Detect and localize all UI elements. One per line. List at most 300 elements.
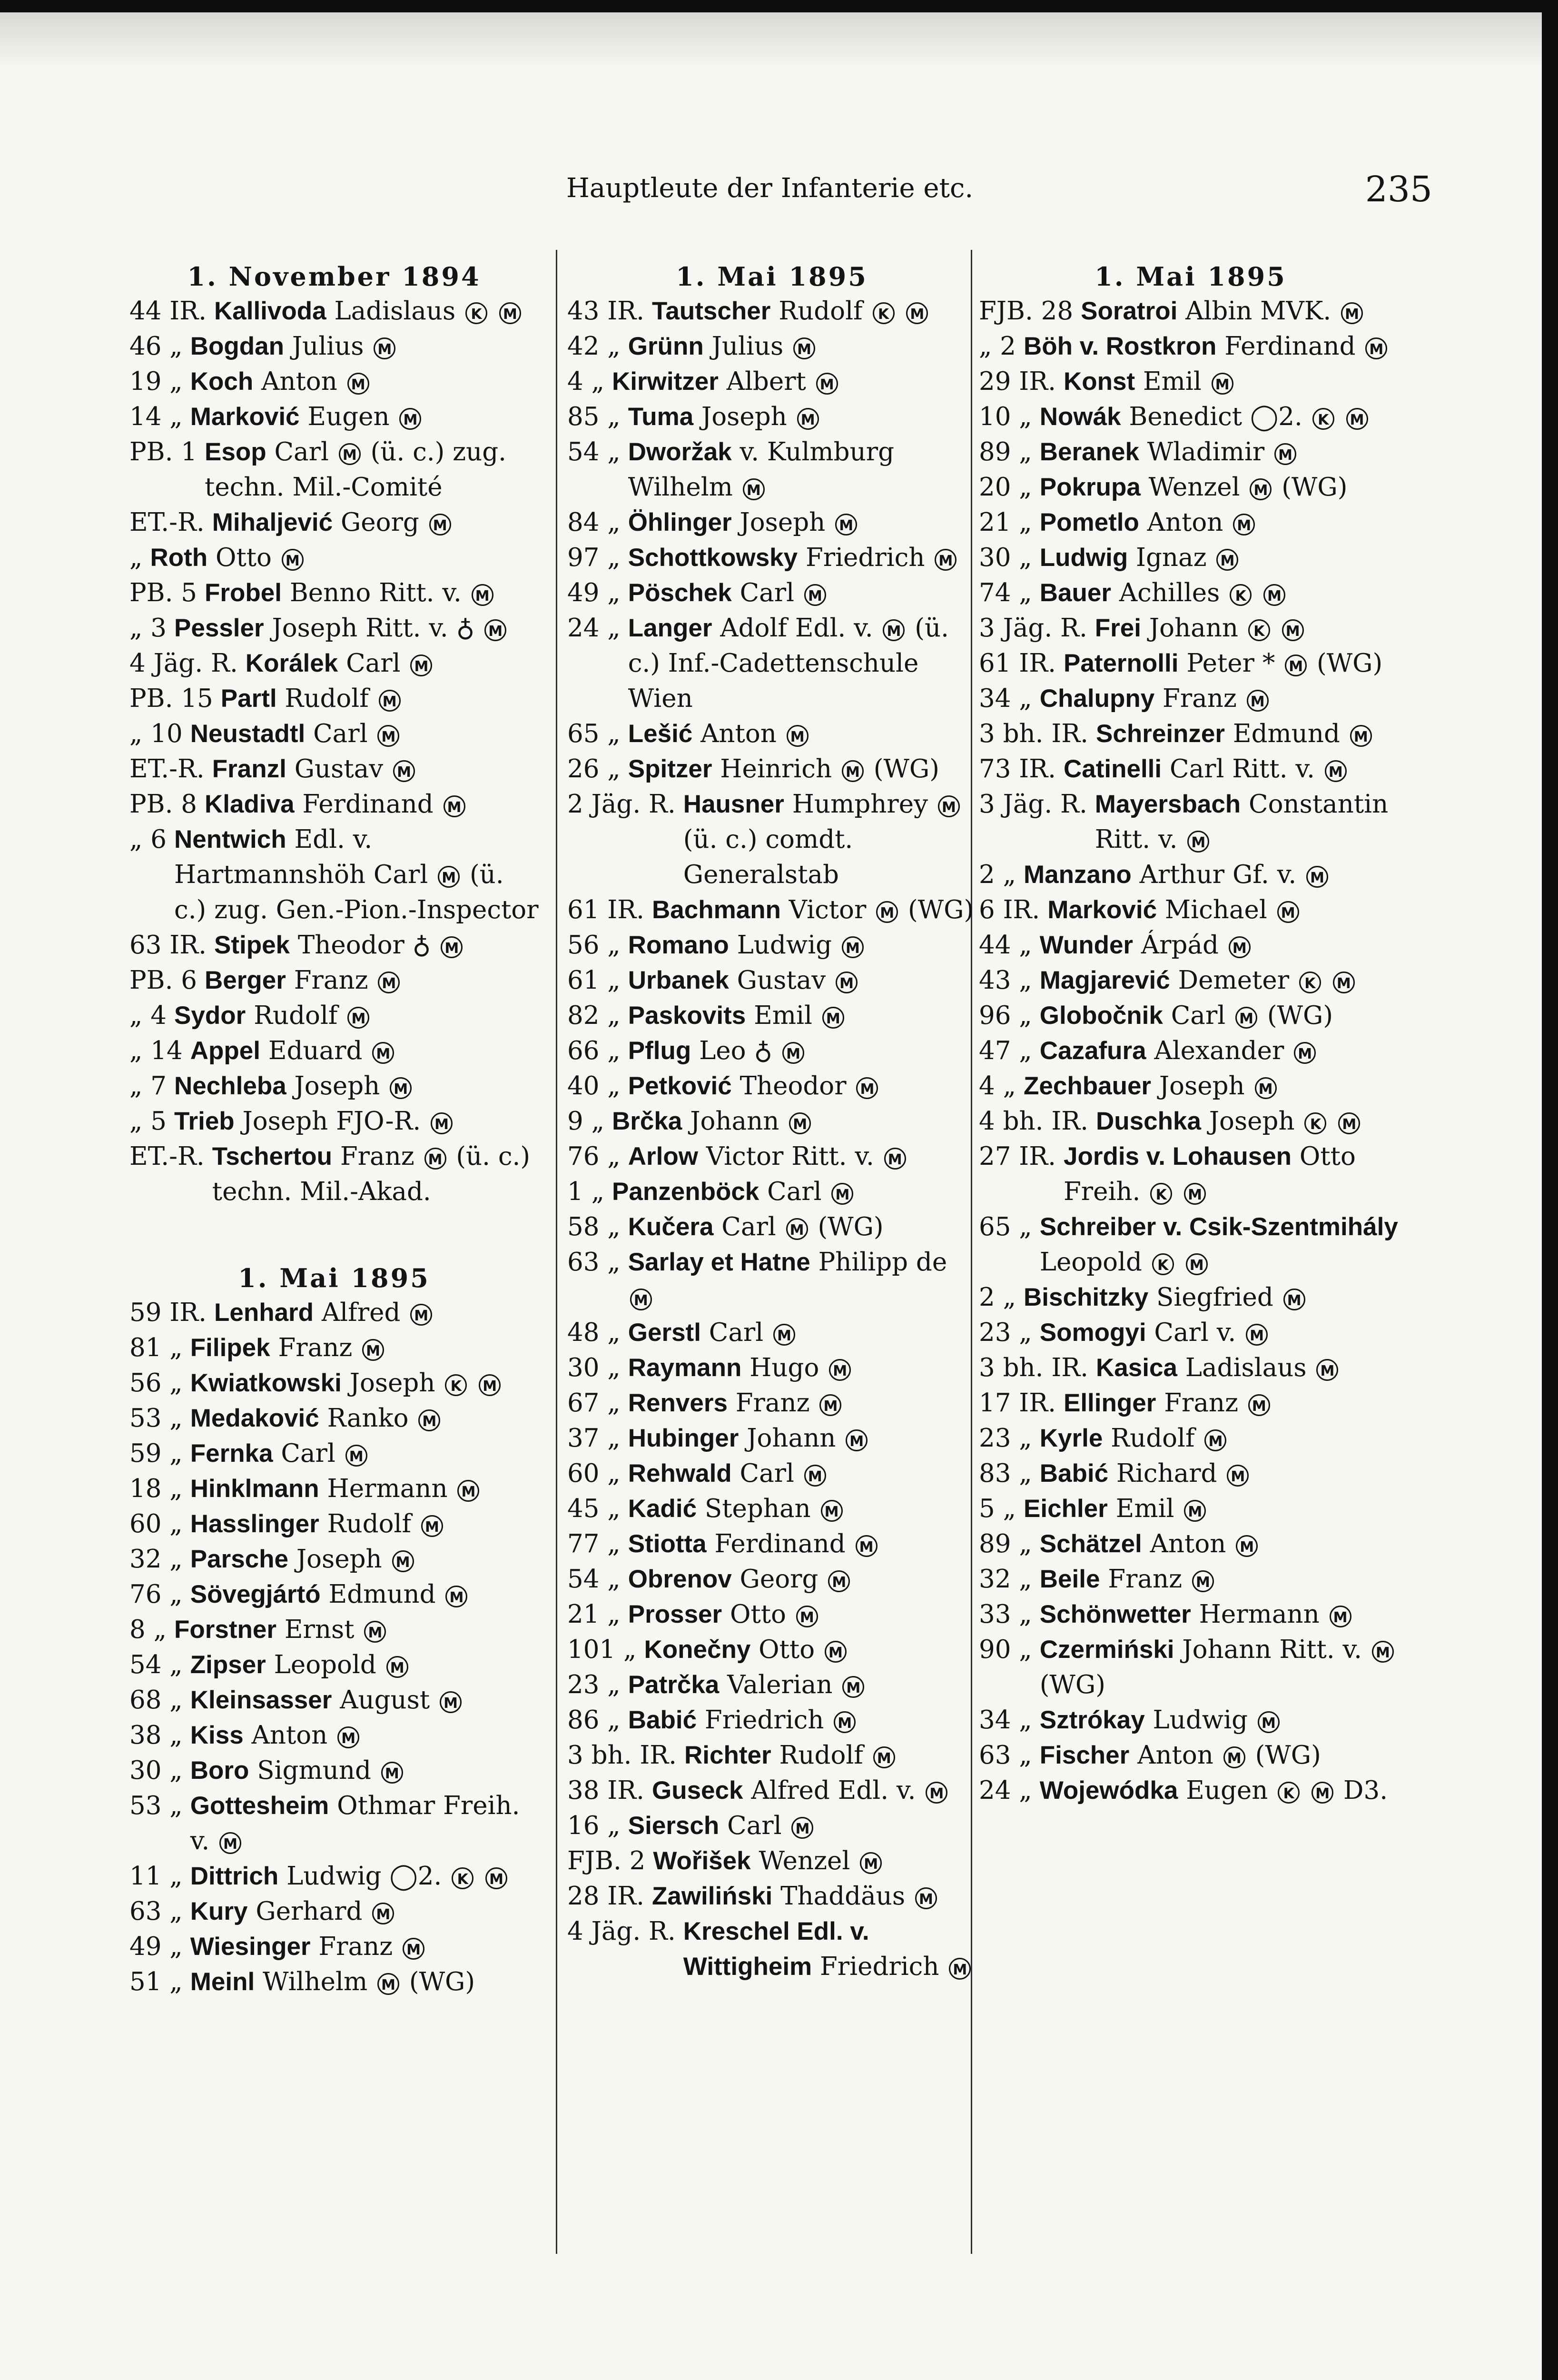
- officer-surname: Pokrupa: [1039, 473, 1141, 501]
- unit-label: 54 „: [129, 1650, 183, 1679]
- officer-surname: Stiotta: [628, 1530, 707, 1558]
- entry-text: Babić Friedrich M: [628, 1703, 976, 1738]
- entry-text: Fischer Anton M (WG): [1039, 1741, 1321, 1770]
- officer-surname: Fischer: [1039, 1741, 1130, 1769]
- officer-surname: Dworžak: [628, 438, 732, 466]
- unit-label: 56 „: [567, 931, 621, 960]
- roster-entry: [979, 1632, 1402, 1703]
- unit-label: 54 „: [567, 1565, 621, 1594]
- unit-label: 46 „: [129, 332, 183, 361]
- medal-m-icon: M: [1330, 1606, 1351, 1627]
- entry-text: Schätzel Anton M: [1040, 1527, 1402, 1562]
- roster-entry: [567, 787, 976, 892]
- entry-text: Petković Theodor M: [628, 1069, 976, 1104]
- roster-entry: [567, 1773, 976, 1808]
- roster-entry: [567, 364, 976, 399]
- officer-surname: Guseck: [651, 1776, 743, 1805]
- entry-text: Konst Emil M: [1064, 364, 1402, 399]
- medal-k-icon: K: [1230, 584, 1252, 606]
- roster-entry: [129, 1401, 539, 1436]
- roster-entry: [567, 1210, 976, 1245]
- roster-entry: [567, 1914, 976, 1984]
- officer-surname: Schottkowsky: [628, 544, 798, 572]
- medal-m-icon: M: [883, 619, 905, 641]
- unit-label: 56 „: [129, 1368, 183, 1398]
- officer-surname: Dittrich: [190, 1862, 279, 1890]
- unit-label: „ 2: [979, 332, 1016, 361]
- roster-entry: [567, 1491, 976, 1527]
- unit-label: PB. 15: [129, 684, 213, 713]
- unit-label: 4 „: [567, 367, 605, 396]
- roster-entry: [979, 1350, 1402, 1386]
- unit-label: 82 „: [567, 1001, 621, 1030]
- unit-label: ET.-R.: [129, 508, 205, 537]
- entry-text: Stiotta Ferdinand M: [628, 1527, 976, 1562]
- roster-entry: [979, 1456, 1402, 1491]
- officer-surname: Ludwig: [1039, 544, 1128, 572]
- roster-entry: [979, 1386, 1402, 1421]
- unit-label: 58 „: [567, 1212, 621, 1241]
- roster-entry: [129, 716, 539, 752]
- roster-entry: [567, 1456, 976, 1491]
- roster-entry: [567, 752, 976, 787]
- officer-surname: Patrčka: [628, 1671, 720, 1699]
- entry-text: Parsche Joseph M: [190, 1542, 539, 1577]
- medal-m-icon: M: [372, 1042, 394, 1064]
- roster-entry: [129, 787, 539, 822]
- scan-edge-top: [0, 0, 1558, 12]
- medal-m-icon: M: [457, 1480, 479, 1502]
- roster-entry: [979, 435, 1402, 470]
- unit-label: 5 „: [979, 1494, 1016, 1523]
- unit-label: 37 „: [567, 1424, 621, 1453]
- medal-m-icon: M: [829, 1359, 851, 1381]
- roster-entry: [129, 1647, 539, 1683]
- unit-label: 66 „: [567, 1036, 621, 1065]
- medal-m-icon: M: [846, 1429, 868, 1451]
- entry-text: Bachmann Victor M (WG): [651, 895, 974, 924]
- medal-m-icon: M: [1365, 337, 1387, 359]
- officer-surname: Neustadtl: [190, 720, 306, 748]
- unit-label: 4 bh. IR.: [979, 1107, 1089, 1136]
- entry-text: Kyrle Rudolf M: [1040, 1421, 1402, 1456]
- officer-surname: Langer: [628, 614, 712, 642]
- entry-text: Globočnik Carl M (WG): [1039, 1001, 1333, 1030]
- officer-surname: Franzl: [212, 755, 286, 783]
- roster-entry: [979, 611, 1402, 646]
- unit-label: 81 „: [129, 1333, 183, 1362]
- roster-entry: [979, 892, 1402, 928]
- entry-text: Roth Otto M: [150, 540, 539, 575]
- officer-surname: Romano: [628, 931, 729, 959]
- officer-surname: Somogyi: [1039, 1319, 1146, 1347]
- medal-m-icon: M: [282, 549, 304, 571]
- officer-surname: Spitzer: [628, 755, 712, 783]
- roster-entry: [567, 1421, 976, 1456]
- medal-m-icon: M: [440, 1691, 462, 1713]
- roster-entry: [129, 1929, 539, 1964]
- unit-label: 14 „: [129, 402, 183, 431]
- unit-label: 4 Jäg. R.: [567, 1917, 676, 1946]
- unit-label: „ 6: [129, 825, 167, 854]
- entry-text: Guseck Alfred Edl. v. M: [652, 1773, 976, 1808]
- officer-surname: Appel: [190, 1037, 260, 1065]
- medal-m-icon: M: [825, 1641, 847, 1663]
- entry-text: Forstner Ernst M: [174, 1612, 539, 1647]
- entry-text: Ellinger Franz M: [1064, 1386, 1402, 1421]
- officer-surname: Raymann: [628, 1354, 742, 1382]
- medal-m-icon: M: [926, 1782, 947, 1804]
- officer-surname: Jordis v. Lohausen: [1063, 1142, 1292, 1170]
- page-header: [566, 169, 1432, 210]
- entry-text: Pessler Joseph Ritt. v. ♁ M: [174, 611, 539, 646]
- roster-entry: [129, 1295, 539, 1330]
- medal-m-icon: M: [791, 1817, 813, 1839]
- roster-entry: [129, 998, 539, 1033]
- medal-m-icon: M: [399, 408, 421, 430]
- entry-text: Langer Adolf Edl. v. M (ü. c.) Inf.-Cadettenschule Wien: [628, 614, 949, 713]
- medal-m-icon: M: [1246, 1324, 1268, 1346]
- medal-m-icon: M: [1212, 373, 1233, 395]
- medal-m-icon: M: [819, 1394, 841, 1416]
- roster-entry: [129, 1753, 539, 1788]
- entry-text: Boro Sigmund M: [190, 1753, 539, 1788]
- entry-text: Dworžak v. Kulmburg Wilhelm M: [628, 437, 894, 502]
- entry-text: Kučera Carl M (WG): [628, 1212, 884, 1241]
- unit-label: 86 „: [567, 1706, 621, 1735]
- unit-label: 33 „: [979, 1600, 1032, 1629]
- officer-surname: Paskovits: [628, 1002, 746, 1030]
- officer-surname: Forstner: [174, 1616, 277, 1644]
- roster-entry: [979, 1491, 1402, 1527]
- entry-text: Zipser Leopold M: [190, 1647, 539, 1683]
- roster-entry: [979, 928, 1402, 963]
- roster-entry: [129, 364, 539, 399]
- unit-label: 63 „: [129, 1897, 183, 1926]
- roster-entry: [129, 1718, 539, 1753]
- officer-surname: Kwiatkowski: [190, 1369, 342, 1397]
- roster-entry: [567, 575, 976, 611]
- officer-surname: Kučera: [628, 1213, 714, 1241]
- roster-entry: [979, 1773, 1402, 1808]
- section-heading: 1. Mai 1895: [238, 1263, 430, 1293]
- officer-surname: Prosser: [628, 1600, 722, 1628]
- roster-entry: [979, 294, 1402, 329]
- unit-label: 3 bh. IR.: [979, 1353, 1089, 1382]
- medal-m-icon: M: [1233, 514, 1255, 536]
- roster-entry: [129, 1507, 539, 1542]
- officer-surname: Esop: [205, 438, 266, 466]
- medal-m-icon: M: [1204, 1429, 1226, 1451]
- unit-label: 20 „: [979, 473, 1032, 502]
- roster-entry: [129, 294, 539, 329]
- roster-entry: [567, 1632, 976, 1667]
- entry-text: Hausner Humphrey M (ü. c.) comdt. Generalstab: [683, 787, 976, 892]
- medal-m-icon: M: [421, 1515, 443, 1537]
- unit-label: „: [129, 543, 143, 572]
- officer-surname: Parsche: [190, 1545, 289, 1573]
- entry-text: Trieb Joseph FJO-R. M: [174, 1104, 539, 1139]
- medal-m-icon: M: [431, 1112, 453, 1134]
- roster-entry: [567, 1879, 976, 1914]
- entry-text: Bauer Achilles K M: [1040, 575, 1402, 611]
- entry-text: Sarlay et Hatne Philipp de M: [628, 1245, 976, 1315]
- roster-entry: [567, 1069, 976, 1104]
- medal-m-icon: M: [789, 1112, 811, 1134]
- medal-m-icon: M: [377, 1973, 399, 1995]
- unit-label: 59 „: [129, 1439, 183, 1468]
- entry-text: Frei Johann K M: [1095, 611, 1402, 646]
- entry-text: Kwiatkowski Joseph K M: [190, 1366, 539, 1401]
- unit-label: 61 IR.: [979, 649, 1056, 678]
- medal-m-icon: M: [1333, 972, 1355, 993]
- medal-m-icon: M: [1229, 936, 1251, 958]
- roster-entry: [979, 1139, 1402, 1210]
- officer-surname: Koch: [190, 367, 254, 396]
- unit-label: 18 „: [129, 1474, 183, 1503]
- roster-entry: [129, 1330, 539, 1366]
- roster-entry: [567, 399, 976, 435]
- entry-text: Somogyi Carl v. M: [1040, 1315, 1402, 1350]
- roster-entry: [567, 1174, 976, 1210]
- roster-entry: [567, 892, 976, 928]
- officer-surname: Schreinzer: [1096, 720, 1225, 748]
- medal-m-icon: M: [1247, 690, 1269, 712]
- unit-label: 23 „: [979, 1424, 1032, 1453]
- officer-surname: Soratroi: [1081, 297, 1178, 325]
- medal-m-icon: M: [345, 1445, 367, 1467]
- medal-m-icon: M: [1258, 1711, 1280, 1733]
- officer-surname: Schönwetter: [1039, 1600, 1191, 1628]
- officer-surname: Marković: [190, 403, 300, 431]
- entry-text: Tschertou Franz M (ü. c.) techn. Mil.-Akad.: [212, 1142, 531, 1206]
- officer-surname: Roth: [150, 544, 208, 572]
- medal-m-icon: M: [842, 936, 864, 958]
- page-number: 235: [1365, 169, 1432, 210]
- roster-entry: [129, 1964, 539, 2000]
- roster-entry: [129, 1894, 539, 1929]
- medal-m-icon: M: [782, 1042, 804, 1064]
- roster-entry: [129, 611, 539, 646]
- roster-entry: [129, 963, 539, 998]
- officer-surname: Eichler: [1024, 1495, 1108, 1523]
- unit-label: 6 IR.: [979, 895, 1040, 924]
- entry-text: Marković Michael M: [1047, 892, 1402, 928]
- medal-m-icon: M: [1341, 302, 1363, 324]
- unit-label: 32 „: [129, 1545, 183, 1574]
- officer-surname: Filipek: [190, 1334, 270, 1362]
- medal-k-icon: K: [465, 302, 487, 324]
- unit-label: 49 „: [567, 578, 621, 607]
- unit-label: 54 „: [567, 437, 621, 466]
- entry-text: Bischitzky Siegfried M: [1024, 1280, 1402, 1315]
- unit-label: 29 IR.: [979, 367, 1056, 396]
- officer-surname: Lešić: [628, 720, 693, 748]
- medal-m-icon: M: [873, 1746, 895, 1768]
- medal-m-icon: M: [1338, 1112, 1360, 1134]
- roster-entry: [129, 1542, 539, 1577]
- unit-label: 76 „: [567, 1142, 621, 1171]
- entry-text: Kirwitzer Albert M: [612, 364, 976, 399]
- entry-text: Jordis v. Lohausen Otto Freih. K M: [1063, 1142, 1356, 1206]
- officer-surname: Wiesinger: [190, 1933, 311, 1961]
- roster-entry: [567, 716, 976, 752]
- running-title: Hauptleute der Infanterie etc.: [566, 173, 974, 204]
- medal-m-icon: M: [219, 1832, 241, 1854]
- unit-label: ET.-R.: [129, 754, 205, 783]
- medal-m-icon: M: [804, 1465, 826, 1487]
- medal-m-icon: M: [1282, 619, 1304, 641]
- officer-surname: Babić: [1039, 1459, 1109, 1488]
- medal-m-icon: M: [949, 1958, 971, 1980]
- roster-entry: [129, 928, 539, 963]
- entry-text: Bogdan Julius M: [190, 329, 539, 364]
- entry-text: Beile Franz M: [1040, 1562, 1402, 1597]
- roster-entry: [567, 1104, 976, 1139]
- medal-k-icon: K: [1312, 408, 1334, 430]
- entry-text: Rehwald Carl M: [628, 1456, 976, 1491]
- medal-m-icon: M: [1223, 1746, 1245, 1768]
- medal-m-icon: M: [1325, 760, 1347, 782]
- entry-text: Pometlo Anton M: [1040, 505, 1402, 540]
- entry-text: Frobel Benno Ritt. v. M: [205, 575, 539, 611]
- roster-entry: [129, 575, 539, 611]
- officer-surname: Stipek: [214, 931, 290, 959]
- roster-entry: [567, 1738, 976, 1773]
- officer-surname: Zechbauer: [1024, 1072, 1152, 1100]
- unit-label: 3 bh. IR.: [567, 1741, 677, 1770]
- medal-m-icon: M: [786, 1218, 808, 1240]
- entry-text: Hinklmann Hermann M: [190, 1471, 539, 1507]
- unit-label: 43 IR.: [567, 297, 644, 326]
- officer-surname: Brčka: [612, 1107, 682, 1135]
- unit-label: 32 „: [979, 1565, 1032, 1594]
- roster-entry: [979, 646, 1402, 681]
- unit-label: 96 „: [979, 1001, 1032, 1030]
- unit-label: 59 IR.: [129, 1298, 207, 1327]
- scan-shading: [0, 12, 1542, 69]
- officer-surname: Petković: [628, 1072, 732, 1100]
- officer-surname: Bachmann: [651, 896, 781, 924]
- entry-text: Siersch Carl M: [628, 1808, 976, 1844]
- officer-surname: Öhlinger: [628, 508, 732, 536]
- unit-label: 63 „: [567, 1248, 621, 1277]
- medal-m-icon: M: [1277, 901, 1299, 923]
- medal-m-icon: M: [860, 1852, 882, 1874]
- entry-text: Magjarević Demeter K M: [1040, 963, 1402, 998]
- unit-label: 4 „: [979, 1071, 1016, 1101]
- unit-label: 38 „: [129, 1721, 183, 1750]
- officer-surname: Kasica: [1096, 1354, 1177, 1382]
- entry-text: Catinelli Carl Ritt. v. M: [1064, 752, 1402, 787]
- medal-m-icon: M: [836, 972, 858, 993]
- officer-surname: Berger: [205, 966, 286, 994]
- entry-text: Appel Eduard M: [190, 1033, 539, 1069]
- medal-m-icon: M: [390, 1077, 412, 1099]
- medal-m-icon: M: [339, 443, 361, 465]
- roster-entry: [567, 611, 976, 716]
- unit-label: 74 „: [979, 578, 1032, 607]
- roster-entry: [129, 399, 539, 435]
- roster-entry: [567, 505, 976, 540]
- officer-surname: Czermiński: [1039, 1636, 1174, 1664]
- roster-entry: [979, 1597, 1402, 1632]
- officer-surname: Bauer: [1039, 579, 1111, 607]
- roster-entry: [979, 787, 1402, 857]
- medal-k-icon: K: [873, 302, 895, 324]
- entry-text: Filipek Franz M: [190, 1330, 539, 1366]
- roster-entry: [979, 540, 1402, 575]
- officer-surname: Bischitzky: [1024, 1283, 1149, 1311]
- roster-entry: [979, 681, 1402, 716]
- unit-label: 11 „: [129, 1862, 183, 1891]
- unit-label: 24 „: [567, 614, 621, 643]
- medal-m-icon: M: [787, 725, 809, 747]
- medal-m-icon: M: [386, 1656, 408, 1678]
- unit-label: ET.-R.: [129, 1142, 205, 1171]
- entry-text: Hasslinger Rudolf M: [190, 1507, 539, 1542]
- entry-text: Paskovits Emil M: [628, 998, 976, 1033]
- officer-surname: Kleinsasser: [190, 1686, 332, 1714]
- entry-text: Hubinger Johann M: [628, 1421, 976, 1456]
- roster-entry: [979, 1738, 1402, 1773]
- unit-label: 1 „: [567, 1177, 605, 1206]
- roster-entry: [567, 1844, 976, 1879]
- entry-text: Dittrich Ludwig ◯2. K M: [190, 1859, 539, 1894]
- roster-entry: [979, 575, 1402, 611]
- unit-label: 63 „: [979, 1741, 1032, 1770]
- medal-m-icon: M: [1255, 1077, 1277, 1099]
- medal-k-icon: K: [445, 1374, 467, 1396]
- medal-m-icon: M: [1350, 725, 1372, 747]
- medal-m-icon: M: [1274, 443, 1296, 465]
- officer-surname: Hinklmann: [190, 1475, 319, 1503]
- roster-entry: [129, 1683, 539, 1718]
- medal-m-icon: M: [378, 972, 400, 993]
- officer-surname: Kladiva: [205, 790, 295, 818]
- medal-m-icon: M: [1227, 1465, 1249, 1487]
- officer-surname: Trieb: [174, 1107, 235, 1135]
- roster-entry: [129, 752, 539, 787]
- unit-label: „ 4: [129, 1001, 167, 1030]
- medal-k-icon: K: [1299, 972, 1321, 993]
- entry-text: Wořišek Wenzel M: [653, 1844, 976, 1879]
- entry-text: Arlow Victor Ritt. v. M: [628, 1139, 976, 1174]
- roster-entry: [129, 1436, 539, 1471]
- roster-entry: [979, 1033, 1402, 1069]
- medal-m-icon: M: [821, 1500, 843, 1522]
- entry-text: Lenhard Alfred M: [214, 1295, 539, 1330]
- entry-text: Patrčka Valerian M: [628, 1667, 976, 1703]
- section-heading: 1. Mai 1895: [1095, 261, 1287, 292]
- roster-entry: [567, 294, 976, 329]
- officer-surname: Mayersbach: [1095, 790, 1241, 818]
- medal-m-icon: M: [1186, 1253, 1208, 1275]
- roster-entry: [567, 435, 976, 505]
- medal-m-icon: M: [773, 1324, 795, 1346]
- officer-surname: Tschertou: [212, 1142, 333, 1170]
- entry-text: Richter Rudolf M: [684, 1738, 976, 1773]
- unit-label: 49 „: [129, 1932, 183, 1961]
- unit-label: 23 „: [979, 1318, 1032, 1347]
- medal-m-icon: M: [1346, 408, 1368, 430]
- roster-entry: [129, 505, 539, 540]
- unit-label: PB. 5: [129, 578, 197, 607]
- medal-m-icon: M: [1187, 831, 1209, 853]
- unit-label: 16 „: [567, 1811, 621, 1840]
- entry-text: Tuma Joseph M: [628, 399, 976, 435]
- unit-label: 67 „: [567, 1388, 621, 1418]
